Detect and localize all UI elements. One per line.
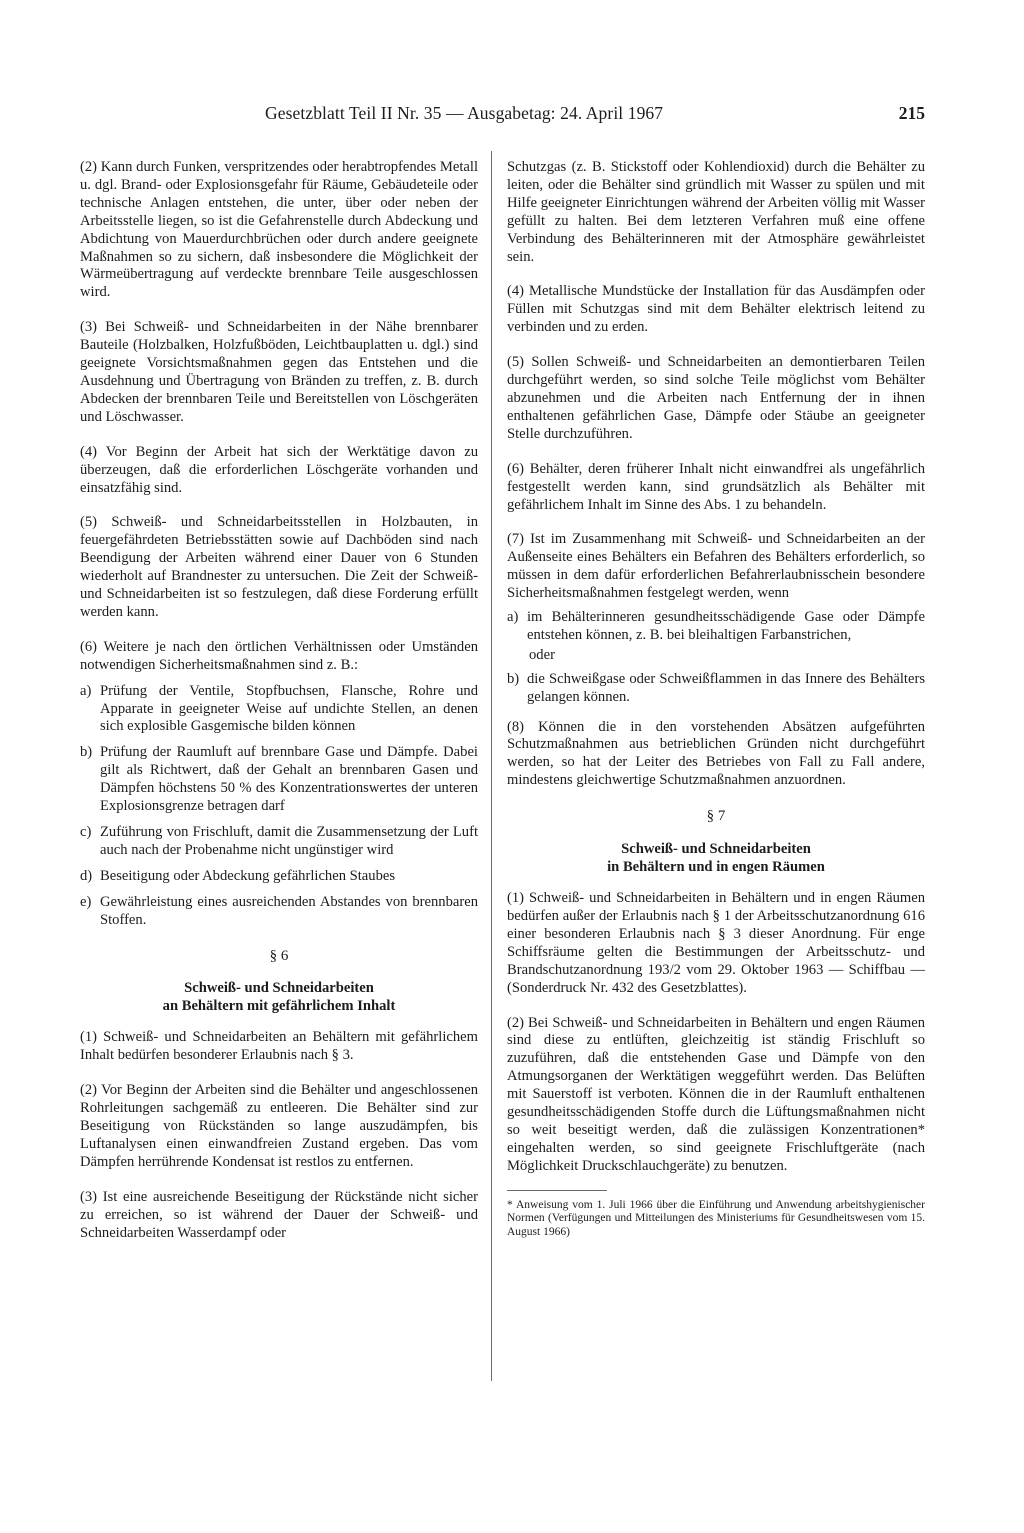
- section-6-title-line-2: an Behältern mit gefährlichem Inhalt: [162, 998, 396, 1015]
- list-item-label: e): [80, 893, 92, 910]
- paragraph-6-7: (7) Ist im Zusammenhang mit Schweiß- und Schneidarbeiten an der Außenseite eines Behälters ein Befahren des Behälters erforderlich, so müssen in dem dafür erforderlichen Befahrerlaubnisschein besondere Sicherheitsmaßnahmen festgelegt werden, wenn: [507, 531, 925, 602]
- paragraph-6-1: (1) Schweiß- und Schneidarbeiten an Behältern mit gefährlichem Inhalt bedürfen besonderer Erlaubnis nach § 3.: [80, 1029, 478, 1064]
- list-item-text: Beseitigung oder Abdeckung gefährlichen Staubes: [100, 867, 396, 884]
- footnote-divider: [507, 1190, 607, 1191]
- paragraph-6-3-continued: Schutzgas (z. B. Stickstoff oder Kohlendioxid) durch die Behälter zu leiten, oder die Behälter sind gründlich mit Wasser zu spülen und mit Hilfe geeigneter Einrichtungen während der Arbeiten völlig mit Wasser gefüllt zu halten. Bei dem letzteren Verfahren muß eine offene Verbindung des Behälterinneren mit der Atmosphäre gewährleistet sein.: [507, 159, 925, 265]
- list-item-text: Prüfung der Raumluft auf brennbare Gase und Dämpfe. Dabei gilt als Richtwert, daß der Gehalt an brennbaren Gasen und Dämpfen höchstens 50 % des Konzentrationswertes der unteren Explosionsgrenze betragen darf: [100, 744, 478, 815]
- section-6-title-line-1: Schweiß- und Schneidarbeiten: [184, 980, 374, 997]
- paragraph-5-3: (3) Bei Schweiß- und Schneidarbeiten in der Nähe brennbarer Bauteile (Holzbalken, Holzfußböden, Leichtbauplatten u. dgl.) sind geeignete Vorsichtsmaßnahmen gegen das Entstehen und die Ausdehnung und Übertragung von Bränden zu treffen, z. B. durch Abdecken der brennbaren Teile und Bereitstellen von Löschgeräten und Löschwasser.: [80, 319, 478, 425]
- paragraph-5-5: (5) Schweiß- und Schneidarbeitsstellen in Holzbauten, in feuergefährdeten Betriebsstätten sowie auf Dachböden sind nach Beendigung der Arbeiten während einer Dauer von 6 Stunden wiederholt auf Brandnester zu untersuchen. Die Zeit der Schweiß- und Schneidarbeiten ist so festzulegen, daß diese Forderung erfüllt werden kann.: [80, 514, 478, 620]
- section-7-number: § 7: [706, 808, 726, 825]
- section-6-title: [80, 979, 478, 1015]
- column-divider: [491, 151, 492, 1381]
- paragraph-6-5: (5) Sollen Schweiß- und Schneidarbeiten an demontierbaren Teilen durchgeführt werden, so sind solche Teile möglichst vom Behälter abzunehmen und die Arbeiten nach Entfernung der in ihnen enthaltenen gefährlichen Gase, Dämpfe oder Stäube an geeigneter Stelle durchzuführen.: [507, 354, 925, 442]
- header-title: Gesetzblatt Teil II Nr. 35 — Ausgabetag: 24. April 1967: [265, 103, 664, 123]
- list-item-text: Zuführung von Frischluft, damit die Zusammensetzung der Luft auch nach der Probenahme nicht ungünstiger wird: [100, 824, 478, 858]
- list-item-label: a): [507, 609, 519, 626]
- page-header: [265, 103, 925, 129]
- left-column: [80, 159, 478, 1243]
- paragraph-7-1: (1) Schweiß- und Schneidarbeiten in Behältern und in engen Räumen bedürfen außer der Erlaubnis nach § 1 der Arbeitsschutzanordnung 616 einer besonderen Erlaubnis nach § 3 dieser Anordnung. Für enge Schiffsräume gelten die Bestimmungen der Arbeitsschutz- und Brandschutzanordnung 193/2 vom 29. Oktober 1963 — Schiffbau — (Sonderdruck Nr. 432 des Gesetzblattes).: [507, 890, 925, 996]
- page-number: 215: [898, 103, 925, 123]
- list-item-text: die Schweißgase oder Schweißflammen in das Innere des Behälters gelangen können.: [527, 670, 925, 705]
- list-item-text: Gewährleistung eines ausreichenden Abstandes von brennbaren Stoffen.: [100, 893, 478, 928]
- list-item-label: c): [80, 824, 92, 840]
- list-item: [507, 609, 925, 645]
- list-item-label: b): [507, 670, 520, 687]
- paragraph-7-2: (2) Bei Schweiß- und Schneidarbeiten in Behältern und engen Räumen sind diese zu entlüften, gleichzeitig ist ständig Frischluft so zuzuführen, daß die entstehenden Gase und Dämpfe von den Atmungsorganen der Werktätigen weggeführt werden. Das Belüften mit Sauerstoff ist verboten. Können die in der Raumluft enthaltenen gesundheitsschädigenden Stoffe durch die Lüftungsmaßnahmen nicht so weit beseitigt werden, daß die zulässigen Konzentrationen* eingehalten werden, so sind geeignete Frischluftgeräte (nach Möglichkeit Druckschlauchgeräte) zu benutzen.: [507, 1014, 925, 1174]
- section-7-title-line-1: Schweiß- und Schneidarbeiten: [621, 841, 811, 858]
- list-item: [80, 894, 478, 930]
- measures-list: [80, 683, 478, 930]
- list-item-label: b): [80, 744, 93, 761]
- conditions-list-b: [507, 671, 925, 707]
- list-item-text: Prüfung der Ventile, Stopfbuchsen, Flansche, Rohre und Apparate in geeigneter Weise auf undichte Stellen, an denen sich explosible Gasgemische bilden können: [100, 682, 478, 735]
- list-item-label: d): [80, 867, 93, 884]
- paragraph-5-6: (6) Weitere je nach den örtlichen Verhältnissen oder Umständen notwendigen Sicherheitsmaßnahmen sind z. B.:: [80, 638, 478, 673]
- list-item: [80, 868, 478, 886]
- list-item-text: im Behälterinneren gesundheitsschädigende Gase oder Dämpfe entstehen können, z. B. bei bleihaltigen Farbanstrichen,: [527, 609, 925, 643]
- paragraph-5-2: (2) Kann durch Funken, verspritzendes oder herabtropfendes Metall u. dgl. Brand- oder Explosionsgefahr für Räume, Gebäudeteile oder technische Anlagen entstehen, die unter, über oder neben der Arbeitsstelle liegen, so ist die Gefahrenstelle durch Abdeckung und Abdichtung von Mauerdurchbrüchen oder durch andere geeignete Maßnahmen so zu sichern, daß insbesondere die Möglichkeit der Wärmeübertragung auf verdeckte brennbare Teile ausgeschlossen wird.: [80, 159, 478, 301]
- section-7-title: [507, 840, 925, 876]
- list-item: [80, 744, 478, 816]
- paragraph-6-3: (3) Ist eine ausreichende Beseitigung der Rückstände nicht sicher zu erreichen, so ist während der Dauer der Schweiß- und Schneidarbeiten Wasserdampf oder: [80, 1188, 478, 1241]
- list-item: [507, 671, 925, 707]
- conjunction-oder: oder: [529, 646, 555, 663]
- list-item: [80, 824, 478, 860]
- footnote: * Anweisung vom 1. Juli 1966 über die Einführung und Anwendung arbeitshygienischer Normen (Verfügungen und Mitteilungen des Ministeriums für Gesundheitswesen vom 15. August 1966): [507, 1198, 925, 1238]
- paragraph-6-8: (8) Können die in den vorstehenden Absätzen aufgeführten Schutzmaßnahmen aus betrieblichen Gründen nicht durchgeführt werden, so hat der Leiter des Betriebes von Fall zu Fall andere, mindestens gleichwertige Schutzmaßnahmen anzuordnen.: [507, 718, 925, 789]
- right-column: [507, 159, 925, 1239]
- section-6-number: § 6: [269, 947, 289, 964]
- paragraph-6-4: (4) Metallische Mundstücke der Installation für das Ausdämpfen oder Füllen mit Schutzgas sind mit dem Behälter elektrisch leitend zu verbinden und zu erden.: [507, 283, 925, 336]
- list-item: [80, 683, 478, 737]
- paragraph-5-4: (4) Vor Beginn der Arbeit hat sich der Werktätige davon zu überzeugen, daß die erforderlichen Löschgeräte vorhanden und einsatzfähig sind.: [80, 443, 478, 496]
- paragraph-6-6: (6) Behälter, deren früherer Inhalt nicht einwandfrei als ungefährlich festgestellt werden kann, sind grundsätzlich als Behälter mit gefährlichem Inhalt im Sinne des Abs. 1 zu behandeln.: [507, 460, 925, 513]
- section-7-title-line-2: in Behältern und in engen Räumen: [607, 859, 825, 876]
- list-item-label: a): [80, 682, 92, 699]
- paragraph-6-2: (2) Vor Beginn der Arbeiten sind die Behälter und angeschlossenen Rohrleitungen sachgemäß zu entleeren. Die Behälter sind zur Beseitigung von Rückständen so lange auszudämpfen, bis Luftanalysen einen einwandfreien Zustand ergeben. Das vom Dämpfen herrührende Kondensat ist restlos zu entfernen.: [80, 1082, 478, 1170]
- conditions-list: [507, 609, 925, 645]
